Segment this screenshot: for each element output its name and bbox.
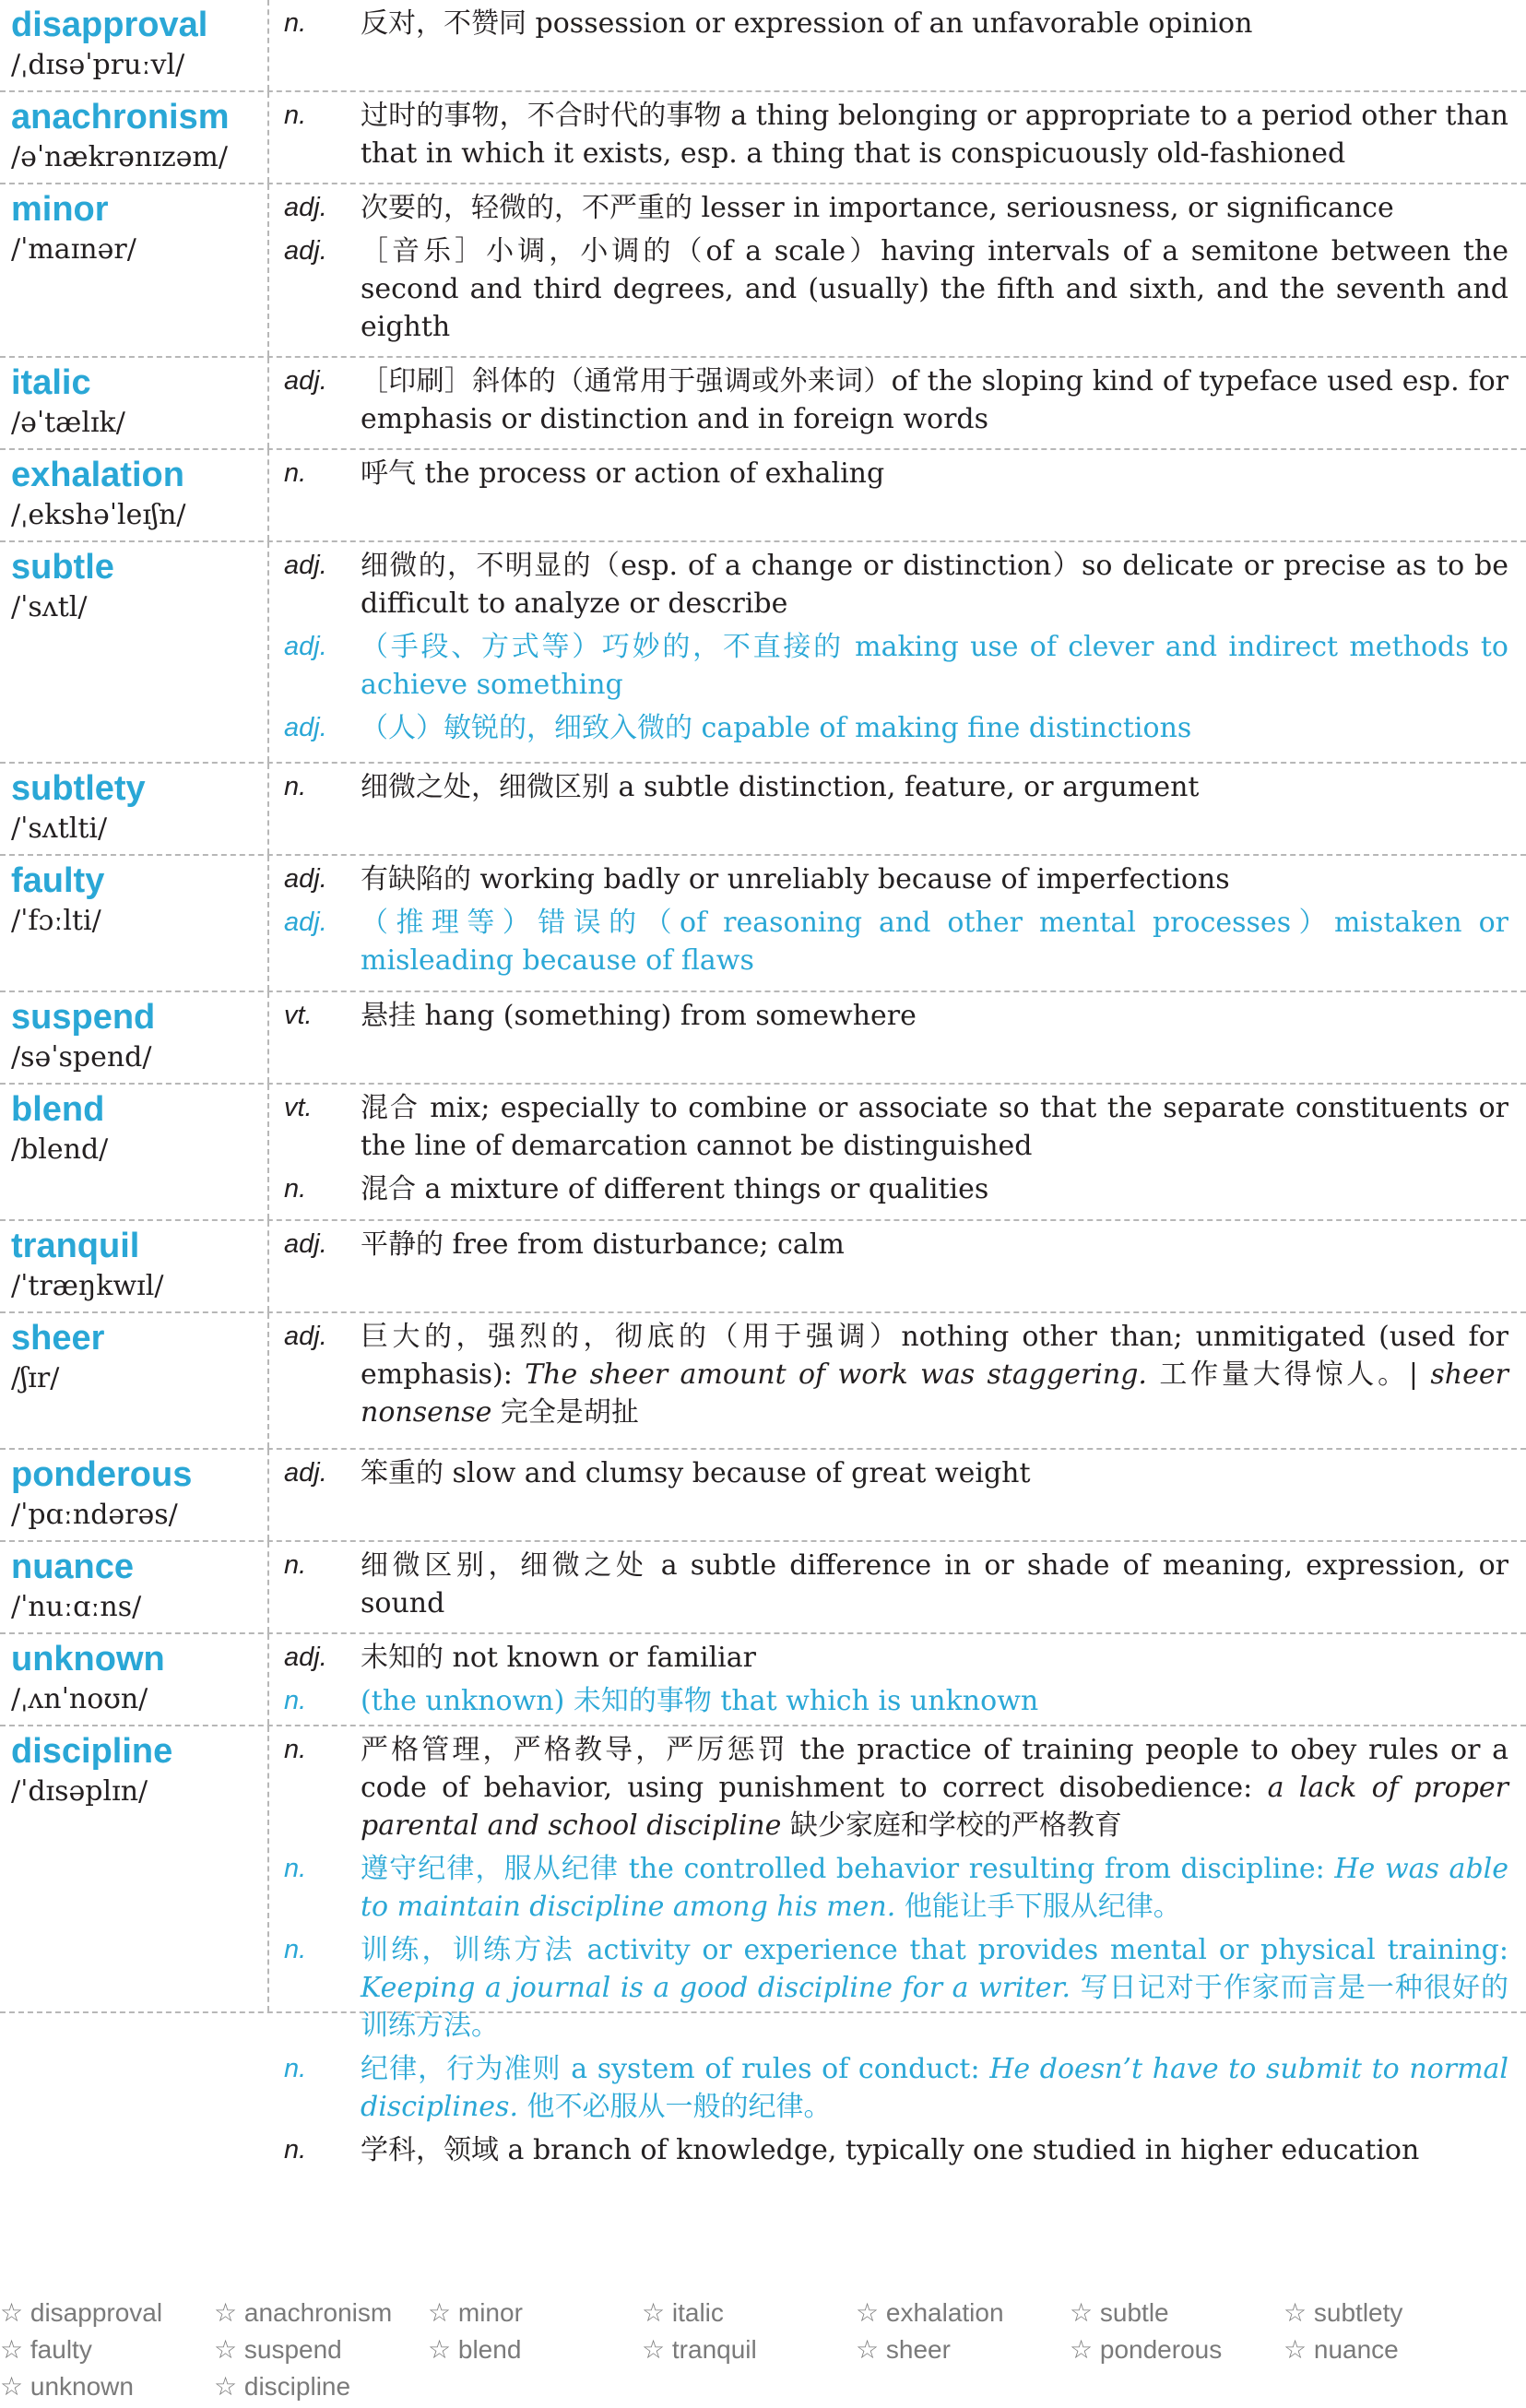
- definition-part: ［音乐］小调，小调的（of a scale）having intervals of a semitone between the second and third degrees, and (usually) the fifth and sixth, and the seventh and eighth: [361, 235, 1508, 343]
- headword: nuance: [11, 1548, 135, 1586]
- definition-part: 完全是胡扯: [491, 1396, 639, 1429]
- headword: tranquil: [11, 1227, 140, 1265]
- sense: [269, 232, 1526, 346]
- pronunciation: /ˌdɪsəˈpruːvl/: [11, 49, 185, 81]
- sense: [269, 904, 1526, 979]
- definition-text: [361, 5, 1508, 42]
- definition-text: [361, 628, 1508, 704]
- part-of-speech: n.: [284, 1935, 307, 1964]
- definition-text: [361, 2050, 1508, 2126]
- definition-part: 缺少家庭和学校的严格教育: [781, 1809, 1122, 1842]
- part-of-speech: n.: [284, 1735, 307, 1764]
- headword-cell: [0, 184, 269, 356]
- part-of-speech: n.: [284, 458, 307, 488]
- part-of-speech: adj.: [284, 236, 327, 266]
- entry-tranquil: [0, 1221, 1526, 1313]
- sense: [269, 860, 1526, 898]
- headword-cell: [0, 358, 269, 448]
- definitions: [269, 542, 1526, 762]
- headword-cell: [0, 1634, 269, 1725]
- sense: [269, 2050, 1526, 2126]
- sense: [269, 1454, 1526, 1492]
- pronunciation: /ˈdɪsəplɪn/: [11, 1775, 148, 1808]
- index-word: italic: [671, 2298, 724, 2327]
- part-of-speech: vt.: [284, 1093, 313, 1122]
- entry-discipline: [0, 1726, 1526, 2166]
- index-item[interactable]: [0, 2331, 214, 2368]
- definition-part: 混合 a mixture of different things or qualities: [361, 1173, 989, 1205]
- definition-part: 次要的，轻微的，不严重的 lesser in importance, seriousness, or significance: [361, 192, 1394, 224]
- definition-part: 细微区别，细微之处 a subtle difference in or shade of meaning, expression, or sound: [361, 1549, 1508, 1619]
- definition-part: (the unknown) 未知的事物 that which is unknown: [361, 1685, 1039, 1717]
- definitions: [269, 764, 1526, 854]
- headword: subtlety: [11, 769, 146, 808]
- part-of-speech: n.: [284, 2054, 307, 2083]
- entry-suspend: [0, 992, 1526, 1085]
- index-word: blend: [457, 2335, 522, 2364]
- headword-cell: [0, 1450, 269, 1540]
- index-row: [0, 2368, 1526, 2405]
- definition-part: 平静的 free from disturbance; calm: [361, 1228, 845, 1261]
- definition-text: [361, 2131, 1508, 2169]
- index-item[interactable]: [856, 2295, 1070, 2331]
- definition-text: [361, 362, 1508, 438]
- pronunciation: /ˈmaɪnər/: [11, 233, 136, 266]
- headword: blend: [11, 1090, 105, 1129]
- definitions: [269, 1542, 1526, 1632]
- entry-nuance: [0, 1542, 1526, 1634]
- pronunciation: /ˈtræŋkwɪl/: [11, 1270, 164, 1302]
- star-icon: ☆: [214, 2372, 238, 2401]
- definition-part: 细微的，不明显的（esp. of a change or distinction）so delicate or precise as to be difficult to analyze or describe: [361, 550, 1508, 620]
- definition-part: 他不必服从一般的纪律。: [518, 2091, 832, 2123]
- headword-cell: [0, 1726, 269, 2011]
- entry-italic: [0, 358, 1526, 450]
- star-icon: ☆: [0, 2298, 24, 2327]
- headword: ponderous: [11, 1455, 193, 1494]
- sense: [269, 1547, 1526, 1622]
- definition-text: [361, 1731, 1508, 1845]
- entry-exhalation: [0, 450, 1526, 542]
- sense: [269, 1731, 1526, 1845]
- index-row: [0, 2331, 1526, 2368]
- example-text: He was able to maintain discipline among his men.: [361, 1853, 1508, 1923]
- index-word: faulty: [30, 2335, 92, 2364]
- definition-part: 严格管理，严格教导，严厉惩罚 the practice of training people to obey rules or a code of behavior, using punishment to correct disobedience:: [361, 1734, 1508, 1804]
- headword: exhalation: [11, 456, 184, 494]
- part-of-speech: n.: [284, 1854, 307, 1883]
- definitions: [269, 0, 1526, 90]
- pronunciation: /ˈfɔːlti/: [11, 905, 101, 937]
- index-item[interactable]: [214, 2295, 428, 2331]
- part-of-speech: n.: [284, 2135, 307, 2165]
- part-of-speech: n.: [284, 1550, 307, 1580]
- sense: [269, 997, 1526, 1035]
- sense: [269, 1639, 1526, 1677]
- index-word: discipline: [243, 2372, 351, 2401]
- index-item[interactable]: [428, 2295, 642, 2331]
- index-word: unknown: [30, 2372, 134, 2401]
- entry-anachronism: [0, 92, 1526, 184]
- headword: faulty: [11, 861, 105, 900]
- headword-cell: [0, 1313, 269, 1448]
- definition-part: 他能让手下服从纪律。: [895, 1891, 1181, 1923]
- part-of-speech: adj.: [284, 1643, 327, 1672]
- definition-text: [361, 232, 1508, 346]
- definitions: [269, 184, 1526, 356]
- definition-part: 反对，不赞同 possession or expression of an unfavorable opinion: [361, 7, 1253, 40]
- definition-text: [361, 189, 1508, 227]
- headword-cell: [0, 1542, 269, 1632]
- definition-part: 笨重的 slow and clumsy because of great weight: [361, 1457, 1031, 1489]
- sense: [269, 1850, 1526, 1926]
- example-text: He doesn’t have to submit to normal disciplines.: [361, 2053, 1508, 2123]
- sense: [269, 97, 1526, 172]
- star-icon: ☆: [1070, 2298, 1094, 2327]
- example-text: sheer nonsense: [361, 1358, 1508, 1429]
- part-of-speech: vt.: [284, 1001, 313, 1030]
- sense: [269, 1318, 1526, 1431]
- definition-part: （推理等）错误的（of reasoning and other mental processes）mistaken or misleading because of flaws: [361, 907, 1508, 977]
- star-icon: ☆: [1283, 2298, 1307, 2327]
- pronunciation: /əˈtælɪk/: [11, 407, 125, 439]
- definition-part: 写日记对于作家而言是一种很好的训练方法。: [361, 1972, 1508, 2042]
- headword-cell: [0, 92, 269, 183]
- index-word: tranquil: [671, 2335, 757, 2364]
- index-word: suspend: [243, 2335, 342, 2364]
- sense: [269, 5, 1526, 42]
- definition-part: 过时的事物，不合时代的事物 a thing belonging or appropriate to a period other than that in which it exists, esp. a thing that is conspicuously old-fashioned: [361, 100, 1508, 170]
- index-word: subtlety: [1313, 2298, 1403, 2327]
- index-item[interactable]: [856, 2331, 1070, 2368]
- definition-text: [361, 1639, 1508, 1677]
- headword: suspend: [11, 998, 156, 1037]
- part-of-speech: adj.: [284, 1458, 327, 1488]
- entry-subtlety: [0, 764, 1526, 856]
- definition-text: [361, 1226, 1508, 1263]
- index-item[interactable]: [1283, 2295, 1497, 2331]
- definitions: [269, 856, 1526, 990]
- star-icon: ☆: [1070, 2335, 1094, 2364]
- pronunciation: /səˈspend/: [11, 1041, 152, 1074]
- pronunciation: /ˈsʌtlti/: [11, 813, 108, 845]
- headword-cell: [0, 856, 269, 990]
- example-text: The sheer amount of work was staggering.: [525, 1358, 1147, 1391]
- part-of-speech: n.: [284, 772, 307, 801]
- part-of-speech: adj.: [284, 632, 327, 661]
- headword-cell: [0, 0, 269, 90]
- entry-minor: [0, 184, 1526, 358]
- entry-unknown: [0, 1634, 1526, 1726]
- definition-text: [361, 1454, 1508, 1492]
- definition-text: [361, 997, 1508, 1035]
- part-of-speech: n.: [284, 101, 307, 130]
- headword: sheer: [11, 1319, 105, 1358]
- definition-part: 混合 mix; especially to combine or associate so that the separate constituents or the line of demarcation cannot be distinguished: [361, 1092, 1508, 1162]
- sense: [269, 1089, 1526, 1165]
- part-of-speech: adj.: [284, 864, 327, 894]
- definition-part: 巨大的，强烈的，彻底的（用于强调）nothing other than; unmitigated (used for emphasis):: [361, 1321, 1508, 1391]
- part-of-speech: adj.: [284, 366, 327, 396]
- index-item[interactable]: [642, 2331, 856, 2368]
- index-word: minor: [457, 2298, 523, 2327]
- definitions: [269, 92, 1526, 183]
- headword: unknown: [11, 1640, 165, 1678]
- part-of-speech: adj.: [284, 1229, 327, 1259]
- part-of-speech: adj.: [284, 193, 327, 222]
- index-word: nuance: [1313, 2335, 1399, 2364]
- index-item[interactable]: [1070, 2331, 1283, 2368]
- definition-text: [361, 1170, 1508, 1208]
- definition-text: [361, 1547, 1508, 1622]
- headword-cell: [0, 1085, 269, 1219]
- index-word: sheer: [885, 2335, 951, 2364]
- sense: [269, 768, 1526, 806]
- pronunciation: /ˌʌnˈnoʊn/: [11, 1683, 148, 1715]
- index-item[interactable]: [0, 2368, 214, 2405]
- pronunciation: /ˈnuːɑːns/: [11, 1591, 142, 1623]
- definition-text: [361, 904, 1508, 979]
- headword-cell: [0, 992, 269, 1083]
- pronunciation: /blend/: [11, 1133, 109, 1166]
- definitions: [269, 1726, 1526, 2166]
- definition-text: [361, 1850, 1508, 1926]
- sense: [269, 2131, 1526, 2169]
- definition-text: [361, 547, 1508, 623]
- index-item[interactable]: [1283, 2331, 1497, 2368]
- sense: [269, 628, 1526, 704]
- entry-faulty: [0, 856, 1526, 992]
- headword-cell: [0, 764, 269, 854]
- index-item[interactable]: [0, 2295, 214, 2331]
- entry-sheer: [0, 1313, 1526, 1450]
- sense: [269, 547, 1526, 623]
- index-word: subtle: [1099, 2298, 1169, 2327]
- star-icon: ☆: [214, 2298, 238, 2327]
- headword: discipline: [11, 1732, 173, 1771]
- definition-text: [361, 1089, 1508, 1165]
- sense: [269, 709, 1526, 747]
- definition-text: [361, 1318, 1508, 1431]
- sense: [269, 1170, 1526, 1208]
- star-icon: ☆: [642, 2298, 666, 2327]
- definitions: [269, 358, 1526, 448]
- definition-part: 纪律，行为准则 a system of rules of conduct:: [361, 2053, 990, 2085]
- definitions: [269, 1313, 1526, 1448]
- definition-part: 悬挂 hang (something) from somewhere: [361, 1000, 917, 1032]
- definitions: [269, 1085, 1526, 1219]
- definition-part: 未知的 not known or familiar: [361, 1642, 756, 1674]
- star-icon: ☆: [856, 2335, 880, 2364]
- word-index: [0, 2295, 1526, 2405]
- part-of-speech: n.: [284, 1174, 307, 1204]
- star-icon: ☆: [1283, 2335, 1307, 2364]
- definition-text: [361, 1682, 1508, 1720]
- index-row: [0, 2295, 1526, 2331]
- entry-subtle: [0, 542, 1526, 764]
- sense: [269, 1226, 1526, 1263]
- part-of-speech: n.: [284, 8, 307, 38]
- part-of-speech: n.: [284, 1686, 307, 1715]
- part-of-speech: adj.: [284, 551, 327, 580]
- headword: anachronism: [11, 98, 230, 136]
- definitions: [269, 1221, 1526, 1311]
- entry-disapproval: [0, 0, 1526, 92]
- sense: [269, 189, 1526, 227]
- pronunciation: /ʃɪr/: [11, 1362, 60, 1394]
- star-icon: ☆: [856, 2298, 880, 2327]
- index-item[interactable]: [214, 2331, 428, 2368]
- sense: [269, 1682, 1526, 1720]
- headword-cell: [0, 1221, 269, 1311]
- sense: [269, 455, 1526, 492]
- star-icon: ☆: [0, 2335, 24, 2364]
- index-word: anachronism: [243, 2298, 393, 2327]
- star-icon: ☆: [214, 2335, 238, 2364]
- definition-part: （人）敏锐的，细致入微的 capable of making fine distinctions: [361, 712, 1192, 744]
- index-word: disapproval: [30, 2298, 163, 2327]
- headword: disapproval: [11, 6, 208, 44]
- entry-ponderous: [0, 1450, 1526, 1542]
- pronunciation: /əˈnækrənɪzəm/: [11, 141, 228, 173]
- definitions: [269, 992, 1526, 1083]
- definition-part: 学科，领域 a branch of knowledge, typically one studied in higher education: [361, 2134, 1420, 2166]
- definition-text: [361, 860, 1508, 898]
- definition-text: [361, 455, 1508, 492]
- definitions: [269, 1450, 1526, 1540]
- definition-part: 呼气 the process or action of exhaling: [361, 457, 885, 490]
- definition-part: 训练，训练方法 activity or experience that provides mental or physical training:: [361, 1934, 1508, 1966]
- headword-cell: [0, 450, 269, 540]
- definitions: [269, 450, 1526, 540]
- part-of-speech: adj.: [284, 713, 327, 742]
- definition-text: [361, 1931, 1508, 2045]
- definition-text: [361, 768, 1508, 806]
- example-text: Keeping a journal is a good discipline for a writer.: [361, 1972, 1071, 2004]
- star-icon: ☆: [428, 2298, 452, 2327]
- index-item[interactable]: [428, 2331, 642, 2368]
- definition-part: 遵守纪律，服从纪律 the controlled behavior resulting from discipline:: [361, 1853, 1335, 1885]
- pronunciation: /ˈpɑːndərəs/: [11, 1499, 178, 1531]
- entry-blend: [0, 1085, 1526, 1221]
- definition-part: 有缺陷的 working badly or unreliably because of imperfections: [361, 863, 1230, 896]
- sense: [269, 362, 1526, 438]
- headword: subtle: [11, 548, 114, 587]
- definitions: [269, 1634, 1526, 1725]
- index-item[interactable]: [1070, 2295, 1283, 2331]
- definition-text: [361, 97, 1508, 172]
- headword: minor: [11, 190, 109, 229]
- definition-part: 工作量大得惊人。|: [1146, 1358, 1431, 1391]
- index-item[interactable]: [214, 2368, 428, 2405]
- headword-cell: [0, 542, 269, 762]
- star-icon: ☆: [0, 2372, 24, 2401]
- star-icon: ☆: [642, 2335, 666, 2364]
- star-icon: ☆: [428, 2335, 452, 2364]
- definition-part: （手段、方式等）巧妙的，不直接的 making use of clever and indirect methods to achieve something: [361, 631, 1508, 701]
- example-text: a lack of proper parental and school discipline: [361, 1772, 1508, 1842]
- pronunciation: /ˈsʌtl/: [11, 591, 88, 623]
- definition-part: ［印刷］斜体的（通常用于强调或外来词）of the sloping kind of typeface used esp. for emphasis or distinction and in foreign words: [361, 365, 1508, 435]
- index-word: exhalation: [885, 2298, 1004, 2327]
- part-of-speech: adj.: [284, 907, 327, 937]
- headword: italic: [11, 363, 91, 402]
- part-of-speech: adj.: [284, 1322, 327, 1351]
- definition-part: 细微之处，细微区别 a subtle distinction, feature, or argument: [361, 771, 1200, 803]
- pronunciation: /ˌekshəˈleɪʃn/: [11, 499, 186, 531]
- index-item[interactable]: [642, 2295, 856, 2331]
- index-word: ponderous: [1099, 2335, 1223, 2364]
- definition-text: [361, 709, 1508, 747]
- sense: [269, 1931, 1526, 2045]
